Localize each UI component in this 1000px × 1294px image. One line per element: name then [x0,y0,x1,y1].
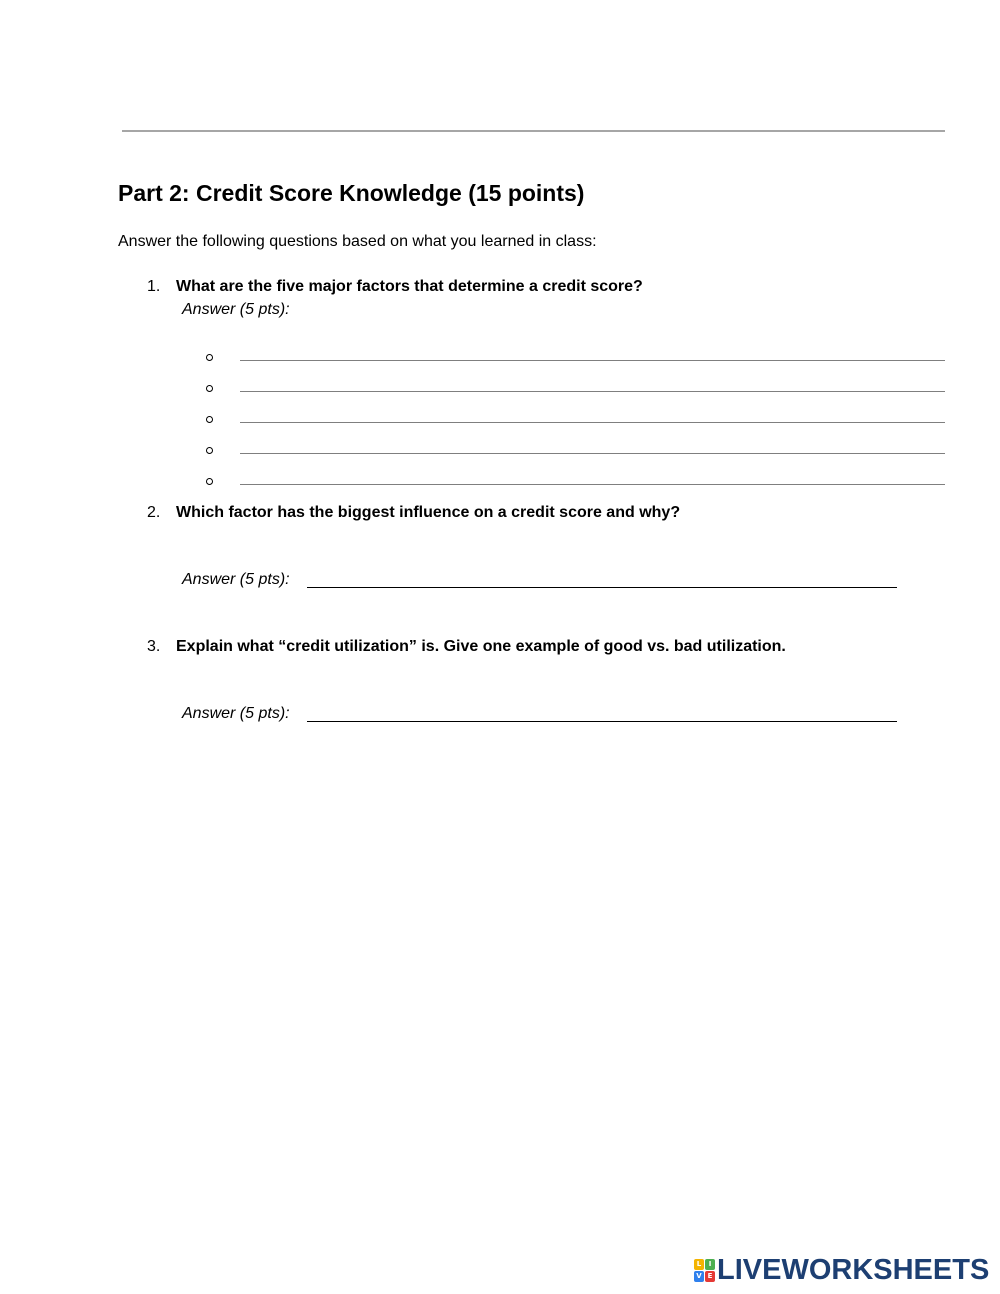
bullet-icon [206,354,213,361]
question-number: 1. [147,278,161,295]
answer-blank-3[interactable] [240,422,945,423]
logo-mark-letter: L [694,1259,704,1270]
answer-label: Answer (5 pts): [182,301,290,318]
top-divider [122,130,945,132]
logo-mark-letter: E [705,1271,715,1282]
question-text: Which factor has the biggest influence on a credit score and why? [176,504,681,521]
liveworksheets-logo [694,1254,990,1286]
answer-blank-4[interactable] [240,453,945,454]
section-title: Part 2: Credit Score Knowledge (15 points) [118,180,585,206]
logo-text: LIVEWORKSHEETS [717,1254,990,1286]
bullet-icon [206,385,213,392]
question-number: 2. [147,504,161,521]
question-number: 3. [147,638,161,655]
section-intro: Answer the following questions based on what you learned in class: [118,233,597,250]
answer-field[interactable] [307,587,897,588]
answer-label: Answer (5 pts): [182,705,290,722]
question-text: What are the five major factors that determine a credit score? [176,278,643,295]
answer-label: Answer (5 pts): [182,571,290,588]
answer-blank-5[interactable] [240,484,945,485]
bullet-icon [206,447,213,454]
answer-blank-1[interactable] [240,360,945,361]
answer-blank-2[interactable] [240,391,945,392]
logo-mark-letter: V [694,1271,704,1282]
logo-mark-icon [694,1259,715,1282]
bullet-icon [206,416,213,423]
answer-field[interactable] [307,721,897,722]
bullet-icon [206,478,213,485]
logo-mark-letter: I [705,1259,715,1270]
question-text: Explain what “credit utilization” is. Give one example of good vs. bad utilization. [176,638,786,655]
